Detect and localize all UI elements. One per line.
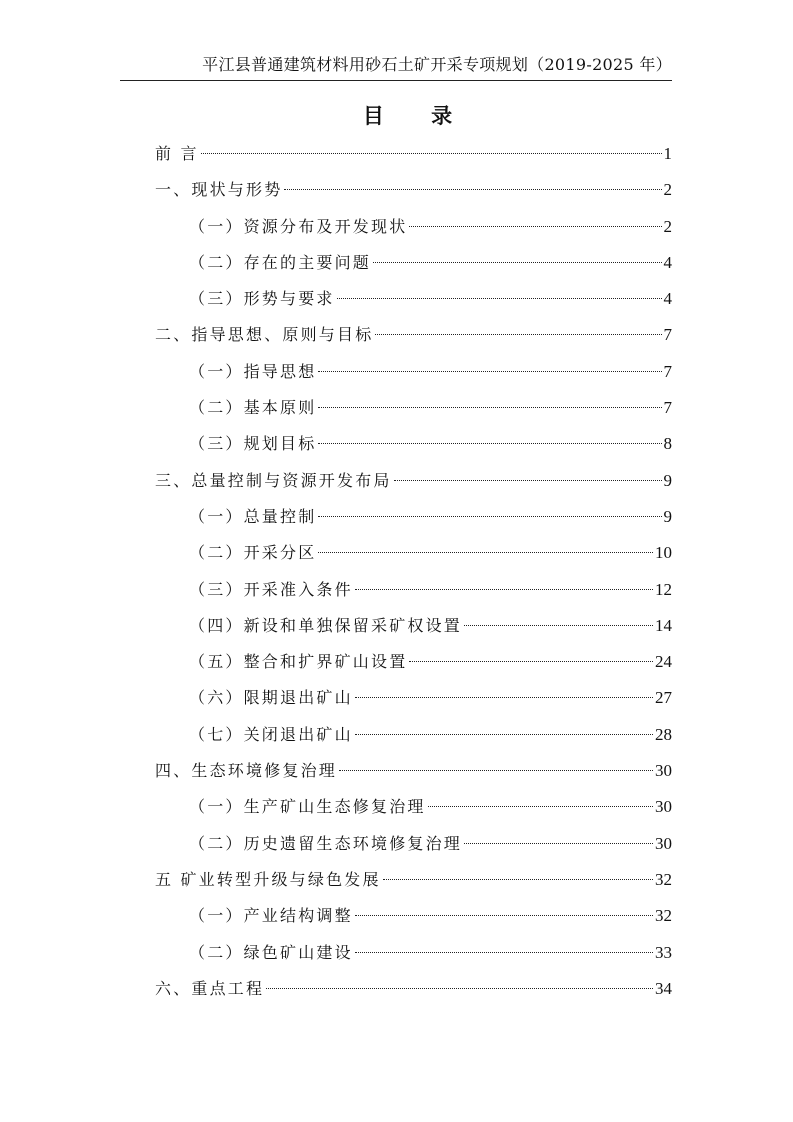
toc-dot-leader [318, 552, 653, 553]
toc-entry-label: （二）绿色矿山建设 [189, 942, 353, 962]
toc-dot-leader [201, 153, 662, 154]
toc-entry-label: （一）生产矿山生态修复治理 [189, 797, 426, 817]
toc-page-number: 30 [655, 833, 672, 853]
toc-entry-label: （二）基本原则 [189, 398, 317, 418]
toc-page-number: 4 [663, 252, 672, 272]
toc-subentry[interactable] [155, 789, 672, 825]
toc-subentry[interactable] [155, 245, 672, 281]
toc-subentry[interactable] [155, 898, 672, 934]
toc-subentry[interactable] [155, 354, 672, 390]
toc-entry-label: （三）形势与要求 [189, 289, 335, 309]
toc-subentry[interactable] [155, 281, 672, 317]
toc-subentry[interactable] [155, 390, 672, 426]
toc-entry-label: 四、生态环境修复治理 [155, 761, 338, 781]
toc-entry-label: （二）开采分区 [189, 543, 317, 563]
toc-page-number: 7 [663, 361, 672, 381]
toc-subentry[interactable] [155, 572, 672, 608]
toc-page-number: 30 [655, 761, 672, 781]
toc-entry-label: （三）规划目标 [189, 434, 317, 454]
toc-page-number: 33 [655, 942, 672, 962]
toc-subentry[interactable] [155, 608, 672, 644]
toc-dot-leader [373, 262, 661, 263]
running-header-text: 平江县普通建筑材料用砂石土矿开采专项规划（2019-2025 年） [202, 55, 672, 74]
toc-page-number: 24 [655, 652, 672, 672]
toc-dot-leader [355, 734, 653, 735]
toc-page-number: 34 [655, 978, 672, 998]
toc-entry[interactable] [155, 136, 672, 172]
toc-entry-label: （六）限期退出矿山 [189, 688, 353, 708]
toc-dot-leader [318, 407, 661, 408]
toc-page-number: 4 [663, 289, 672, 309]
toc-dot-leader [355, 697, 653, 698]
toc-entry-label: （七）关闭退出矿山 [189, 724, 353, 744]
toc-page-number: 10 [655, 543, 672, 563]
toc-entry-label: 三、总量控制与资源开发布局 [155, 470, 392, 490]
toc-page-number: 9 [663, 506, 672, 526]
toc-page-number: 8 [663, 434, 672, 454]
toc-subentry[interactable] [155, 680, 672, 716]
toc-page-number: 2 [663, 216, 672, 236]
toc-subentry[interactable] [155, 535, 672, 571]
toc-dot-leader [409, 661, 653, 662]
toc-entry-label: （一）总量控制 [189, 506, 317, 526]
toc-entry-label: （二）存在的主要问题 [189, 252, 372, 272]
table-of-contents [155, 136, 672, 1007]
toc-page-number: 2 [663, 180, 672, 200]
toc-entry-label: （五）整合和扩界矿山设置 [189, 652, 408, 672]
toc-page-number: 7 [663, 398, 672, 418]
toc-subentry[interactable] [155, 499, 672, 535]
toc-subentry[interactable] [155, 826, 672, 862]
toc-dot-leader [464, 843, 653, 844]
toc-entry-label: 六、重点工程 [155, 978, 265, 998]
toc-dot-leader [428, 806, 653, 807]
toc-dot-leader [355, 915, 653, 916]
toc-entry[interactable] [155, 862, 672, 898]
toc-dot-leader [355, 952, 653, 953]
toc-subentry[interactable] [155, 644, 672, 680]
toc-page-number: 32 [655, 906, 672, 926]
toc-dot-leader [284, 189, 661, 190]
toc-entry-label: 二、指导思想、原则与目标 [155, 325, 374, 345]
toc-dot-leader [337, 298, 662, 299]
toc-dot-leader [394, 480, 662, 481]
toc-entry[interactable] [155, 172, 672, 208]
toc-dot-leader [318, 443, 661, 444]
toc-entry-label: （一）指导思想 [189, 361, 317, 381]
toc-dot-leader [339, 770, 653, 771]
toc-page-number: 12 [655, 579, 672, 599]
toc-dot-leader [375, 334, 661, 335]
toc-page-number: 28 [655, 724, 672, 744]
toc-page-number: 27 [655, 688, 672, 708]
toc-entry-label: 一、现状与形势 [155, 180, 283, 200]
toc-subentry[interactable] [155, 717, 672, 753]
toc-subentry[interactable] [155, 209, 672, 245]
toc-entry-label: （一）资源分布及开发现状 [189, 216, 408, 236]
toc-page-number: 30 [655, 797, 672, 817]
toc-dot-leader [383, 879, 653, 880]
toc-dot-leader [464, 625, 653, 626]
toc-subentry[interactable] [155, 426, 672, 462]
toc-entry-label: （一）产业结构调整 [189, 906, 353, 926]
toc-entry[interactable] [155, 317, 672, 353]
toc-page-number: 1 [663, 144, 672, 163]
toc-page-number: 32 [655, 869, 672, 889]
toc-entry-label: 前 言 [155, 144, 199, 163]
toc-dot-leader [318, 371, 661, 372]
toc-dot-leader [409, 226, 661, 227]
toc-dot-leader [355, 589, 653, 590]
toc-entry[interactable] [155, 753, 672, 789]
toc-page-number: 7 [663, 325, 672, 345]
toc-entry-label: （二）历史遗留生态环境修复治理 [189, 833, 463, 853]
toc-entry-label: 五 矿业转型升级与绿色发展 [155, 869, 381, 889]
toc-dot-leader [266, 988, 653, 989]
toc-page-number: 9 [663, 470, 672, 490]
toc-entry[interactable] [155, 463, 672, 499]
page-title: 目 录 [362, 103, 473, 128]
toc-page-number: 14 [655, 615, 672, 635]
toc-entry-label: （四）新设和单独保留采矿权设置 [189, 615, 463, 635]
toc-entry-label: （三）开采准入条件 [189, 579, 353, 599]
toc-dot-leader [318, 516, 661, 517]
running-header [120, 54, 672, 81]
toc-subentry[interactable] [155, 935, 672, 971]
toc-entry[interactable] [155, 971, 672, 1007]
